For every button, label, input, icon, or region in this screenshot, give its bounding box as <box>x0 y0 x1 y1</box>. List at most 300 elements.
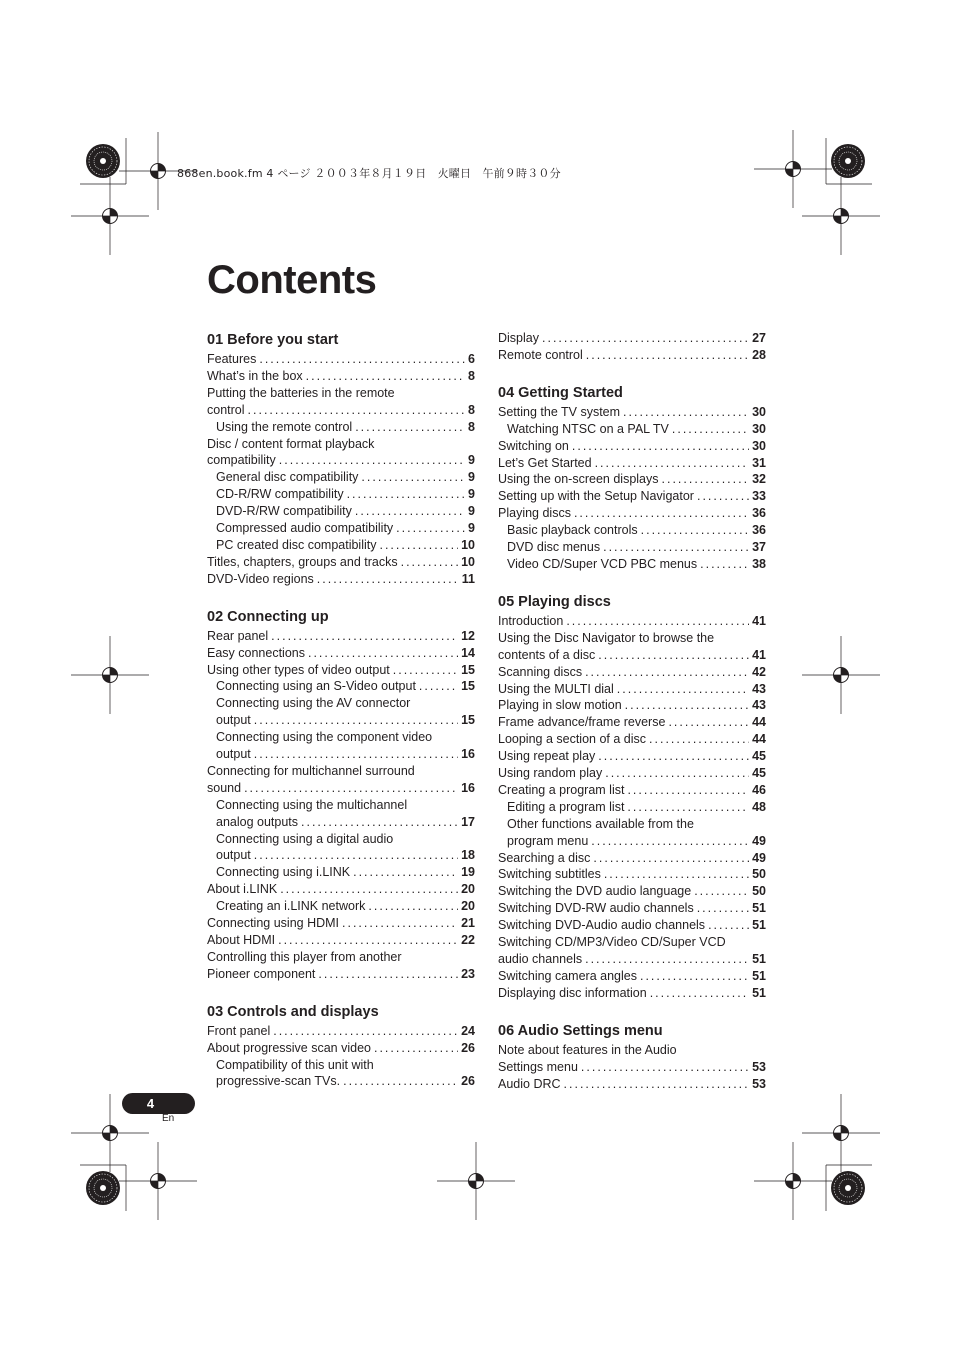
toc-entry[interactable] <box>498 488 766 505</box>
toc-entry[interactable] <box>498 731 766 748</box>
toc-entry[interactable] <box>207 847 475 864</box>
toc-entry-title: Titles, chapters, groups and tracks <box>207 554 398 569</box>
toc-entry-page: 43 <box>752 681 766 696</box>
toc-entry[interactable] <box>207 831 475 848</box>
toc-entry-title: General disc compatibility <box>216 470 359 485</box>
toc-entry-title: Putting the batteries in the remote <box>207 385 395 400</box>
toc-entry-page: 49 <box>752 833 766 848</box>
dot-leader <box>598 647 749 664</box>
toc-entry[interactable] <box>498 404 766 421</box>
dot-leader <box>595 455 750 472</box>
toc-entry-title: Rear panel <box>207 628 269 643</box>
toc-entry-title: Using the on-screen displays <box>498 472 659 487</box>
toc-entry-title: PC created disc compatibility <box>216 537 377 552</box>
toc-section <box>498 592 766 1002</box>
toc-entry-title: Watching NTSC on a PAL TV <box>507 421 669 436</box>
toc-entry[interactable] <box>498 330 766 347</box>
toc-entry-title: Displaying disc information <box>498 985 647 1000</box>
dot-leader <box>617 681 749 698</box>
toc-entry-page: 51 <box>752 985 766 1000</box>
toc-entry-page: 36 <box>752 523 766 538</box>
toc-entry[interactable] <box>207 419 475 436</box>
toc-entry-page: 49 <box>752 850 766 865</box>
toc-entry[interactable] <box>207 436 475 453</box>
toc-entry[interactable] <box>207 746 475 763</box>
toc-entry-page: 48 <box>752 799 766 814</box>
toc-entry[interactable] <box>207 712 475 729</box>
toc-entry[interactable] <box>498 613 766 630</box>
toc-entry[interactable] <box>207 949 475 966</box>
dot-leader <box>301 814 458 831</box>
toc-entry-page: 26 <box>461 1040 475 1055</box>
toc-entry-title: Connecting using the AV connector <box>216 696 411 711</box>
toc-entry-title: Video CD/Super VCD PBC menus <box>507 556 698 571</box>
toc-entry[interactable] <box>498 522 766 539</box>
toc-entry-page: 32 <box>752 472 766 487</box>
toc-entry[interactable] <box>498 917 766 934</box>
dot-leader <box>279 452 465 469</box>
toc-section-heading: 04 Getting Started <box>498 384 623 401</box>
dot-leader <box>697 900 749 917</box>
toc-entry-page: 51 <box>752 918 766 933</box>
dot-leader <box>342 915 458 932</box>
toc-entry[interactable] <box>207 368 475 385</box>
toc-entry[interactable] <box>498 968 766 985</box>
toc-entry-title: Frame advance/frame reverse <box>498 715 666 730</box>
toc-column-right <box>498 330 766 1111</box>
toc-entry-title: Switching subtitles <box>498 867 601 882</box>
toc-entry-title: Using repeat play <box>498 749 596 764</box>
toc-section-heading: 03 Controls and displays <box>207 1003 379 1020</box>
toc-entry[interactable] <box>498 664 766 681</box>
toc-entry[interactable] <box>207 1023 475 1040</box>
dot-leader <box>605 765 749 782</box>
dot-leader <box>355 419 465 436</box>
toc-entry-page: 50 <box>752 884 766 899</box>
toc-entry-title: Scanning discs <box>498 664 583 679</box>
toc-entry-page: 15 <box>461 713 475 728</box>
toc-entry-page: 30 <box>752 421 766 436</box>
toc-section-heading: 01 Before you start <box>207 332 339 348</box>
toc-entry-title: Setting the TV system <box>498 404 621 419</box>
toc-section <box>498 1021 766 1093</box>
toc-entry[interactable] <box>498 951 766 968</box>
dot-leader <box>564 1076 750 1093</box>
dot-leader <box>361 469 465 486</box>
toc-entry[interactable] <box>207 898 475 915</box>
toc-entry-title: CD-R/RW compatibility <box>216 487 344 502</box>
toc-section <box>498 330 766 364</box>
dot-leader <box>254 712 458 729</box>
dot-leader <box>603 539 749 556</box>
toc-entry-title: Using the remote control <box>216 419 353 434</box>
toc-entry-title: output <box>216 848 251 863</box>
toc-entry-page: 6 <box>468 352 475 366</box>
toc-entry-page: 9 <box>468 521 475 536</box>
toc-entry[interactable] <box>207 695 475 712</box>
dot-leader <box>542 330 749 347</box>
toc-entry-title: Creating an i.LINK network <box>216 899 366 914</box>
toc-entry-page: 8 <box>468 402 475 417</box>
toc-entry-page: 15 <box>461 679 475 694</box>
toc-entry-title: Looping a section of a disc <box>498 732 647 747</box>
toc-entry-title: Playing in slow motion <box>498 698 622 713</box>
dot-leader <box>343 1073 458 1090</box>
toc-entry-title: Display <box>498 331 539 345</box>
dot-leader <box>306 368 465 385</box>
toc-entry[interactable] <box>498 1076 766 1093</box>
dot-leader <box>586 347 749 364</box>
toc-entry-title: Creating a program list <box>498 782 625 797</box>
toc-entry-title: Compressed audio compatibility <box>216 521 394 536</box>
toc-entry[interactable] <box>207 503 475 520</box>
dot-leader <box>697 488 749 505</box>
toc-entry-title: About progressive scan video <box>207 1040 371 1055</box>
toc-entry[interactable] <box>498 471 766 488</box>
toc-entry-title: Switching the DVD audio language <box>498 884 692 899</box>
toc-entry[interactable] <box>207 864 475 881</box>
dot-leader <box>585 951 749 968</box>
toc-entry-title: Connecting for multichannel surround <box>207 763 415 778</box>
dot-leader <box>625 697 749 714</box>
toc-entry[interactable] <box>498 883 766 900</box>
toc-entry-page: 46 <box>752 782 766 797</box>
toc-entry-title: Disc / content format playback <box>207 436 375 451</box>
toc-entry-page: 19 <box>461 865 475 880</box>
toc-entry-page: 20 <box>461 882 475 897</box>
dot-leader <box>259 351 465 368</box>
toc-entry-page: 37 <box>752 540 766 555</box>
toc-entry-title: control <box>207 402 245 417</box>
dot-leader <box>598 748 749 765</box>
toc-entry-page: 10 <box>461 554 475 569</box>
toc-entry-page: 28 <box>752 347 766 362</box>
toc-entry-page: 51 <box>752 968 766 983</box>
toc-entry[interactable] <box>498 697 766 714</box>
toc-entry-title: Features <box>207 352 257 366</box>
toc-entry-page: 44 <box>752 732 766 747</box>
dot-leader <box>574 505 749 522</box>
toc-entry-title: sound <box>207 780 242 795</box>
dot-leader <box>662 471 750 488</box>
toc-entry-page: 18 <box>461 848 475 863</box>
toc-entry-title: Basic playback controls <box>507 523 638 538</box>
toc-entry-page: 24 <box>461 1023 475 1038</box>
toc-entry-title: Easy connections <box>207 645 305 660</box>
dot-leader <box>374 1040 458 1057</box>
toc-entry-page: 53 <box>752 1076 766 1091</box>
toc-entry[interactable] <box>498 765 766 782</box>
toc-entry-page: 45 <box>752 749 766 764</box>
toc-entry-title: Controlling this player from another <box>207 949 402 964</box>
toc-entry-title: Connecting using the multichannel <box>216 797 408 812</box>
page-title: Contents <box>207 258 377 302</box>
toc-entry-page: 27 <box>752 331 766 345</box>
toc-entry-title: Settings menu <box>498 1059 578 1074</box>
toc-entry-page: 51 <box>752 952 766 966</box>
toc-entry[interactable] <box>498 505 766 522</box>
toc-entry[interactable] <box>207 797 475 814</box>
toc-entry[interactable] <box>207 915 475 932</box>
toc-entry-page: 43 <box>752 698 766 713</box>
toc-entry-title: Playing discs <box>498 506 571 521</box>
toc-entry-title: Audio DRC <box>498 1076 561 1091</box>
toc-entry[interactable] <box>207 678 475 695</box>
dot-leader <box>700 556 749 573</box>
toc-entry-title: DVD disc menus <box>507 540 601 555</box>
toc-entry-title: Switching camera angles <box>498 968 637 983</box>
dot-leader <box>593 850 749 867</box>
toc-entry[interactable] <box>498 630 766 647</box>
toc-entry-title: analog outputs <box>216 814 299 829</box>
toc-entry[interactable] <box>498 1042 766 1059</box>
toc-entry-title: audio channels <box>498 952 583 966</box>
toc-entry-page: 22 <box>461 933 475 947</box>
dot-leader <box>627 782 749 799</box>
toc-entry-title: output <box>216 713 251 728</box>
toc-entry-page: 21 <box>461 916 475 931</box>
toc-entry[interactable] <box>498 985 766 1002</box>
toc-entry-title: DVD-R/RW compatibility <box>216 504 352 519</box>
toc-entry-title: Using random play <box>498 766 603 781</box>
toc-column-left <box>207 330 475 1109</box>
dot-leader <box>604 866 749 883</box>
toc-entry-title: What’s in the box <box>207 368 303 383</box>
toc-entry-page: 11 <box>461 571 475 586</box>
toc-section <box>207 607 475 983</box>
toc-entry[interactable] <box>498 782 766 799</box>
dot-leader <box>640 968 749 985</box>
toc-entry[interactable] <box>498 833 766 850</box>
toc-entry-title: contents of a disc <box>498 647 596 662</box>
toc-entry-page: 36 <box>752 506 766 521</box>
toc-entry-title: Editing a program list <box>507 799 625 814</box>
toc-entry-title: Note about features in the Audio <box>498 1042 677 1057</box>
toc-entry[interactable] <box>498 347 766 364</box>
toc-entry[interactable] <box>498 556 766 573</box>
toc-section <box>207 1002 475 1091</box>
toc-entry[interactable] <box>498 900 766 917</box>
toc-section <box>498 383 766 573</box>
toc-entry-title: Switching CD/MP3/Video CD/Super VCD <box>498 935 726 950</box>
toc-entry[interactable] <box>207 1040 475 1057</box>
toc-entry-title: Setting up with the Setup Navigator <box>498 489 694 504</box>
dot-leader <box>355 503 465 520</box>
toc-entry[interactable] <box>207 628 475 645</box>
toc-entry[interactable] <box>207 452 475 469</box>
toc-entry[interactable] <box>207 763 475 780</box>
dot-leader <box>581 1059 749 1076</box>
toc-entry-page: 41 <box>752 647 766 662</box>
toc-entry-title: Switching DVD-RW audio channels <box>498 901 694 916</box>
dot-leader <box>244 780 458 797</box>
toc-entry[interactable] <box>207 469 475 486</box>
toc-entry-page: 9 <box>468 504 475 519</box>
dot-leader <box>317 571 459 588</box>
toc-entry[interactable] <box>498 934 766 951</box>
toc-entry-page: 41 <box>752 613 766 628</box>
dot-leader <box>318 966 458 983</box>
toc-entry[interactable] <box>498 539 766 556</box>
toc-entry-title: Using the Disc Navigator to browse the <box>498 630 715 645</box>
toc-entry-title: Other functions available from the <box>507 816 694 831</box>
dot-leader <box>280 881 458 898</box>
dot-leader <box>379 537 458 554</box>
toc-entry-page: 9 <box>468 470 475 485</box>
toc-entry-title: Connecting using the component video <box>216 730 433 745</box>
toc-section <box>207 330 475 588</box>
dot-leader <box>649 731 749 748</box>
toc-entry-page: 53 <box>752 1059 766 1074</box>
toc-entry-page: 8 <box>468 419 475 434</box>
dot-leader <box>308 645 458 662</box>
toc-entry-page: 51 <box>752 901 766 916</box>
toc-entry-page: 30 <box>752 404 766 419</box>
toc-entry-title: Compatibility of this unit with <box>216 1057 374 1072</box>
dot-leader <box>708 917 749 934</box>
toc-entry[interactable] <box>498 681 766 698</box>
toc-entry-page: 16 <box>461 780 475 795</box>
toc-entry-page: 33 <box>752 489 766 504</box>
toc-entry-page: 20 <box>461 899 475 914</box>
toc-entry[interactable] <box>207 645 475 662</box>
toc-entry-title: Remote control <box>498 347 583 362</box>
toc-entry-page: 42 <box>752 664 766 679</box>
dot-leader <box>572 438 749 455</box>
toc-entry[interactable] <box>498 748 766 765</box>
dot-leader <box>254 746 458 763</box>
toc-entry-page: 8 <box>468 368 475 383</box>
dot-leader <box>393 662 458 679</box>
toc-entry-page: 31 <box>752 455 766 470</box>
toc-entry-page: 12 <box>461 628 475 643</box>
toc-entry[interactable] <box>207 814 475 831</box>
dot-leader <box>254 847 458 864</box>
page-number: 4 <box>146 1096 155 1111</box>
toc-entry-title: Let’s Get Started <box>498 455 592 470</box>
toc-entry[interactable] <box>498 799 766 816</box>
toc-entry-title: compatibility <box>207 453 276 468</box>
toc-entry-title: Front panel <box>207 1023 271 1038</box>
toc-entry[interactable] <box>498 866 766 883</box>
toc-entry[interactable] <box>207 537 475 554</box>
toc-entry-page: 44 <box>752 715 766 730</box>
toc-entry[interactable] <box>207 729 475 746</box>
toc-entry-title: Using the MULTI dial <box>498 681 614 696</box>
toc-entry[interactable] <box>207 1073 475 1090</box>
toc-entry[interactable] <box>207 662 475 679</box>
dot-leader <box>401 554 458 571</box>
toc-entry[interactable] <box>207 402 475 419</box>
dot-leader <box>396 520 465 537</box>
toc-entry[interactable] <box>207 486 475 503</box>
toc-entry-title: About i.LINK <box>207 882 278 897</box>
toc-entry-page: 9 <box>468 487 475 502</box>
dot-leader <box>248 402 466 419</box>
dot-leader <box>672 421 749 438</box>
toc-entry[interactable] <box>498 816 766 833</box>
toc-entry-page: 16 <box>461 747 475 762</box>
toc-entry-page: 45 <box>752 766 766 781</box>
dot-leader <box>278 932 458 949</box>
dot-leader <box>650 985 749 1002</box>
toc-entry-title: About HDMI <box>207 933 276 947</box>
toc-entry-page: 38 <box>752 556 766 571</box>
print-header-line: 868en.book.fm 4 ページ ２００３年８月１９日 火曜日 午前９時３０分 <box>177 167 561 180</box>
dot-leader <box>623 404 749 421</box>
toc-entry-page: 30 <box>752 438 766 453</box>
toc-entry-title: Introduction <box>498 613 564 628</box>
toc-entry-title: Connecting using HDMI <box>207 916 340 931</box>
toc-entry-title: Using other types of video output <box>207 662 390 677</box>
toc-entry-page: 26 <box>461 1074 475 1089</box>
toc-entry[interactable] <box>207 571 475 588</box>
language-code: En <box>162 1113 175 1124</box>
toc-entry-title: output <box>216 747 251 762</box>
dot-leader <box>585 664 749 681</box>
toc-entry[interactable] <box>207 780 475 797</box>
toc-entry[interactable] <box>207 932 475 949</box>
toc-entry[interactable] <box>207 385 475 402</box>
toc-entry[interactable] <box>498 1059 766 1076</box>
dot-leader <box>591 833 749 850</box>
dot-leader <box>627 799 749 816</box>
toc-entry-page: 17 <box>461 814 475 829</box>
toc-entry-title: program menu <box>507 833 589 848</box>
toc-entry[interactable] <box>207 520 475 537</box>
dot-leader <box>694 883 749 900</box>
toc-entry[interactable] <box>207 1057 475 1074</box>
toc-entry-title: Switching DVD-Audio audio channels <box>498 918 706 933</box>
page-number-badge <box>122 1093 195 1114</box>
dot-leader <box>273 1023 458 1040</box>
dot-leader <box>566 613 749 630</box>
toc-entry-title: Pioneer component <box>207 966 316 981</box>
toc-entry[interactable] <box>207 554 475 571</box>
toc-entry-title: Connecting using a digital audio <box>216 831 394 846</box>
toc-entry-title: Searching a disc <box>498 850 591 865</box>
toc-section-heading: 02 Connecting up <box>207 608 329 625</box>
dot-leader <box>271 628 458 645</box>
toc-entry[interactable] <box>498 421 766 438</box>
dot-leader <box>419 678 458 695</box>
toc-entry[interactable] <box>207 966 475 983</box>
toc-entry[interactable] <box>207 881 475 898</box>
dot-leader <box>368 898 458 915</box>
toc-entry[interactable] <box>498 438 766 455</box>
toc-entry-title: progressive-scan TVs. <box>216 1074 341 1089</box>
toc-entry-page: 15 <box>461 662 475 677</box>
toc-entry-page: 10 <box>461 537 475 552</box>
toc-entry[interactable] <box>498 455 766 472</box>
dot-leader <box>641 522 749 539</box>
toc-entry[interactable] <box>207 351 475 368</box>
dot-leader <box>353 864 458 881</box>
toc-entry-page: 50 <box>752 867 766 882</box>
toc-entry-title: Connecting using an S-Video output <box>216 679 416 694</box>
dot-leader <box>347 486 465 503</box>
dot-leader <box>668 714 749 731</box>
toc-section-heading: 06 Audio Settings menu <box>498 1022 663 1039</box>
toc-entry-page: 14 <box>461 645 475 660</box>
toc-entry[interactable] <box>498 647 766 664</box>
toc-section-heading: 05 Playing discs <box>498 593 611 610</box>
toc-entry-title: Switching on <box>498 438 569 453</box>
toc-entry[interactable] <box>498 714 766 731</box>
toc-entry-title: Connecting using i.LINK <box>216 865 351 880</box>
toc-entry[interactable] <box>498 850 766 867</box>
toc-entry-page: 9 <box>468 453 475 468</box>
